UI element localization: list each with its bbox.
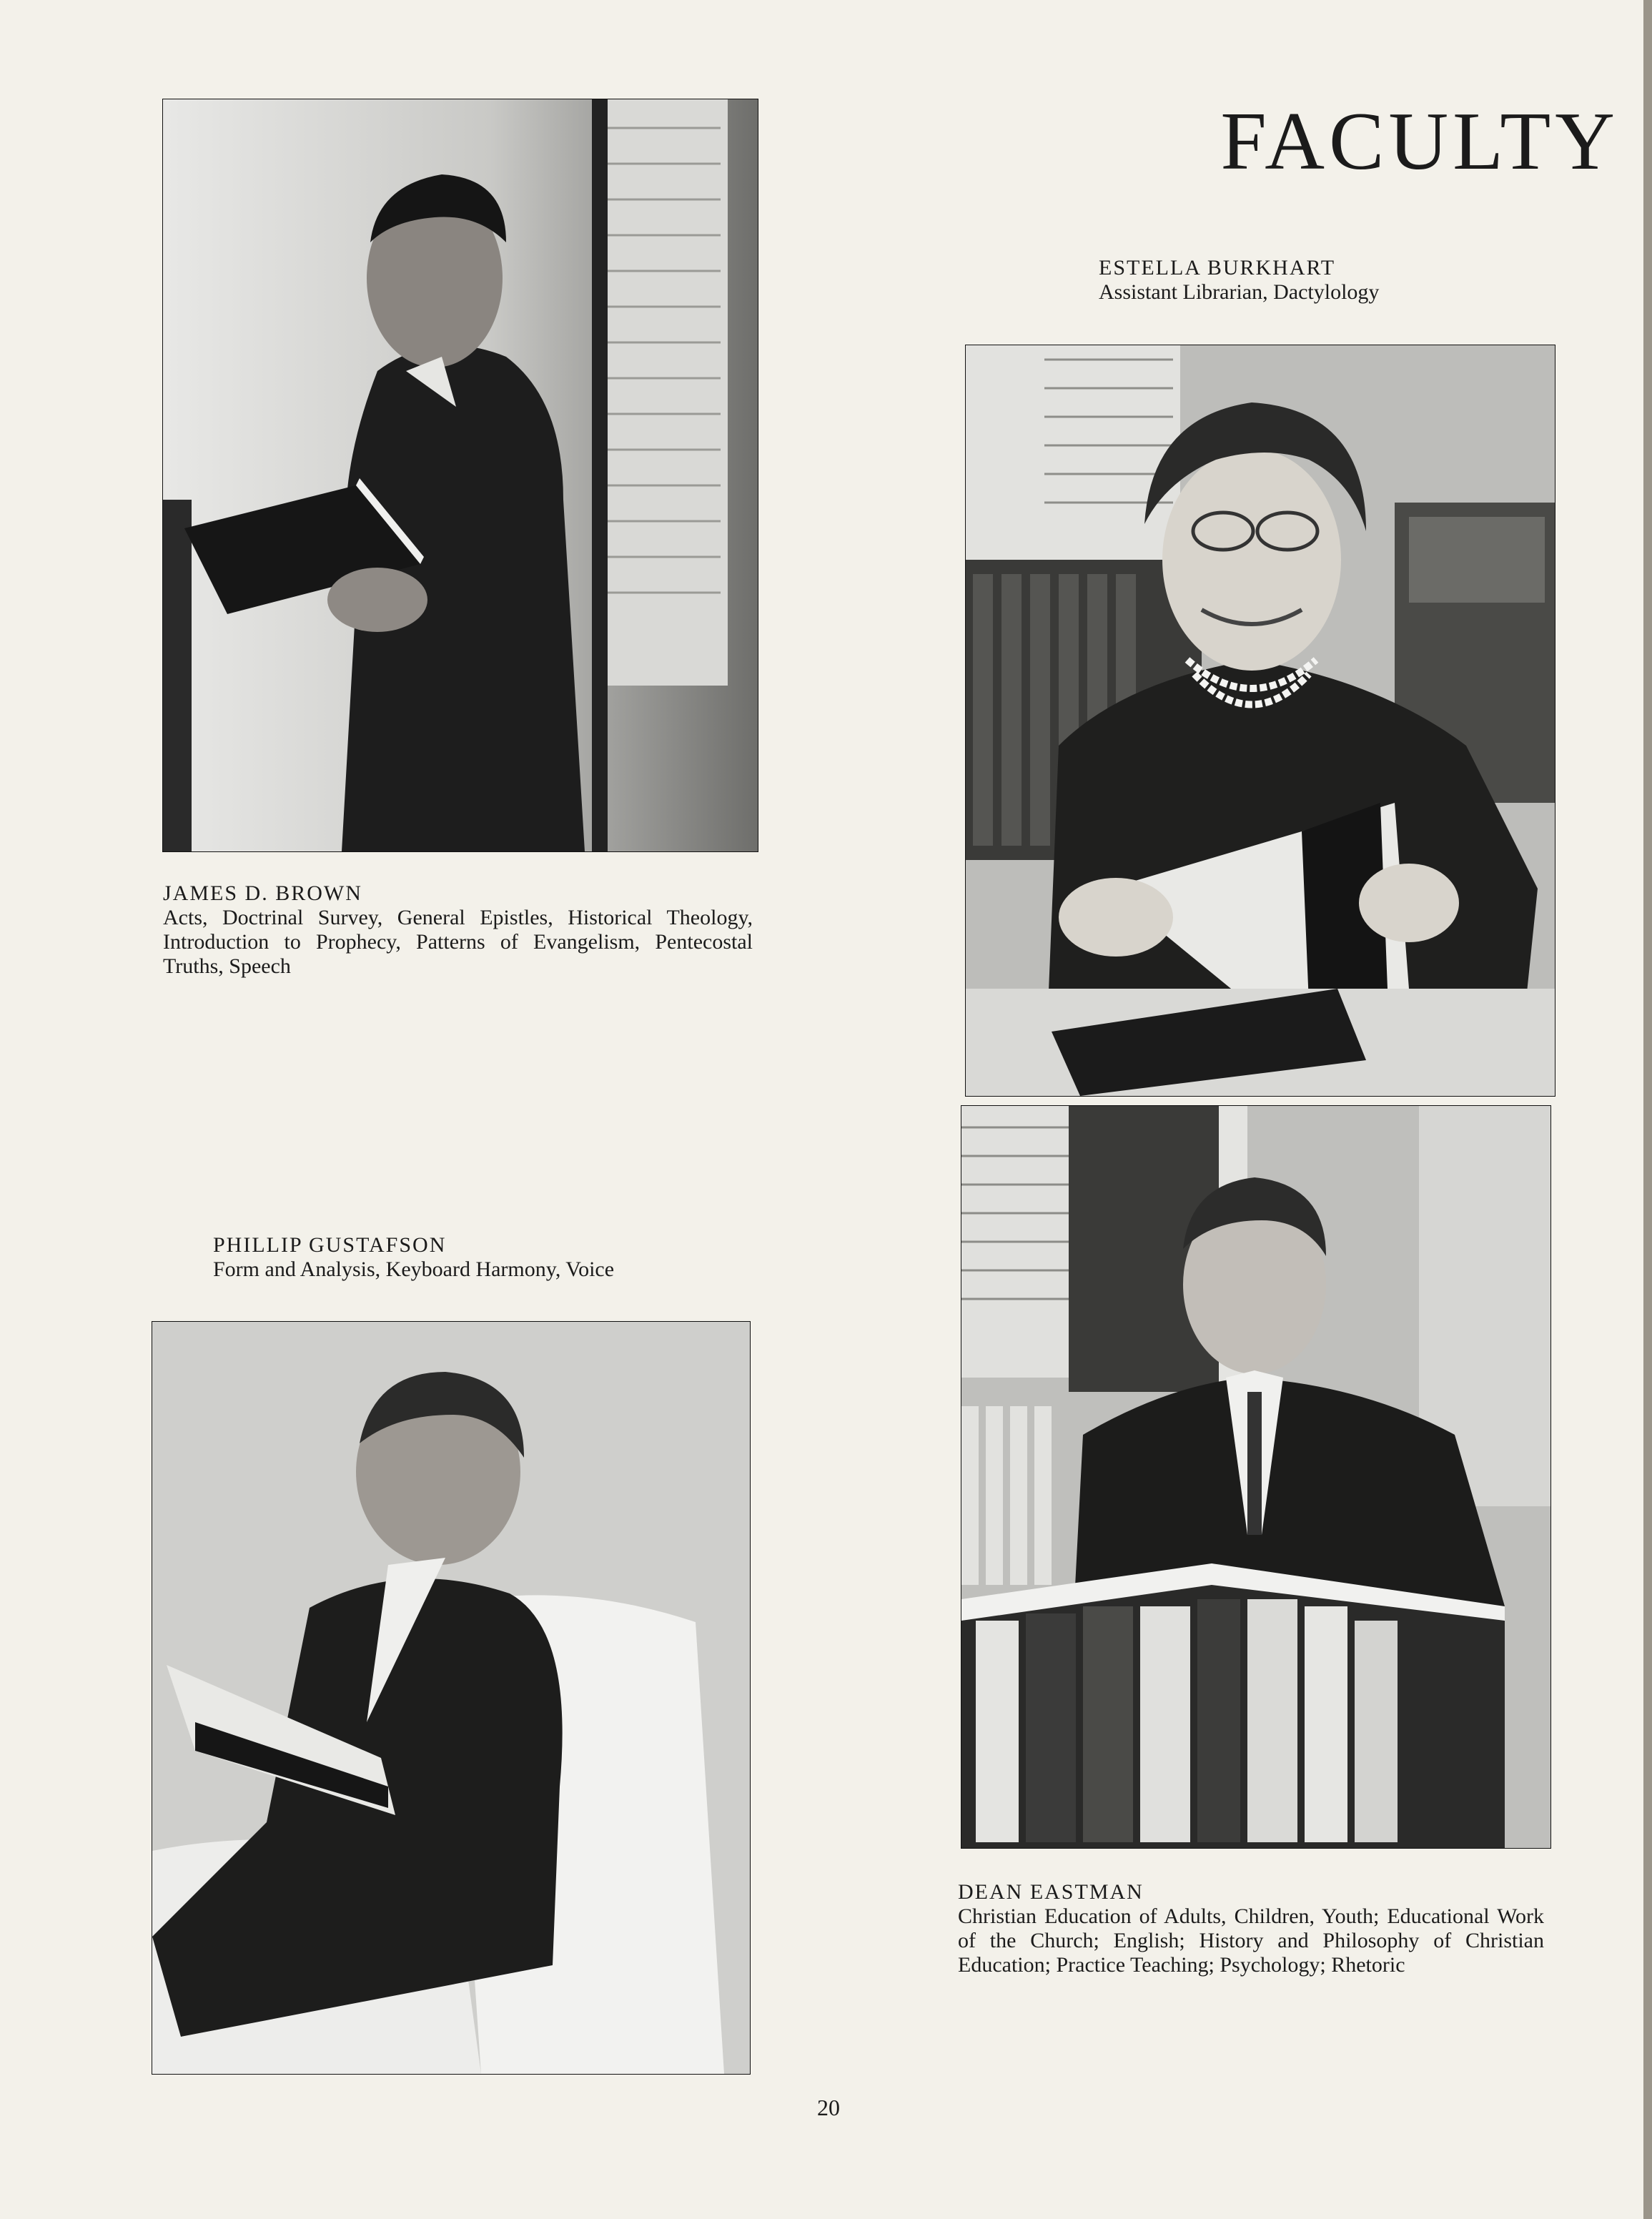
page-heading: FACULTY: [1220, 96, 1619, 187]
caption-estella-burkhart: [1099, 256, 1499, 305]
photo-estella-burkhart-image: [966, 345, 1555, 1096]
caption-james-brown: [163, 881, 753, 979]
photo-james-brown: [162, 99, 758, 852]
faculty-name: PHILLIP GUSTAFSON: [213, 1233, 447, 1257]
photo-dean-eastman-image: [961, 1106, 1550, 1848]
faculty-name: ESTELLA BURKHART: [1099, 256, 1336, 280]
photo-phillip-gustafson: [152, 1321, 751, 2075]
faculty-subjects: Christian Education of Adults, Children, Youth; Educational Work of the Church; English; History and Philosophy of Christian Education; Practice Teaching; Psychology; Rhetoric: [958, 1904, 1544, 1977]
photo-phillip-gustafson-image: [152, 1322, 750, 2074]
photo-james-brown-image: [163, 99, 758, 851]
photo-estella-burkhart: [965, 345, 1555, 1097]
faculty-subjects: Form and Analysis, Keyboard Harmony, Voice: [213, 1257, 615, 1281]
caption-phillip-gustafson: [213, 1233, 728, 1282]
page-edge: [1643, 0, 1652, 2219]
faculty-name: JAMES D. BROWN: [163, 881, 362, 905]
faculty-subjects: Acts, Doctrinal Survey, General Epistles, Historical Theology, Introduction to Prophecy, Patterns of Evangelism, Pentecostal Truths, Speech: [163, 906, 753, 978]
photo-dean-eastman: [961, 1105, 1551, 1849]
faculty-name: DEAN EASTMAN: [958, 1880, 1144, 1904]
faculty-subjects: Assistant Librarian, Dactylology: [1099, 280, 1380, 304]
page-number: 20: [817, 2095, 840, 2120]
caption-dean-eastman: [958, 1880, 1544, 1977]
